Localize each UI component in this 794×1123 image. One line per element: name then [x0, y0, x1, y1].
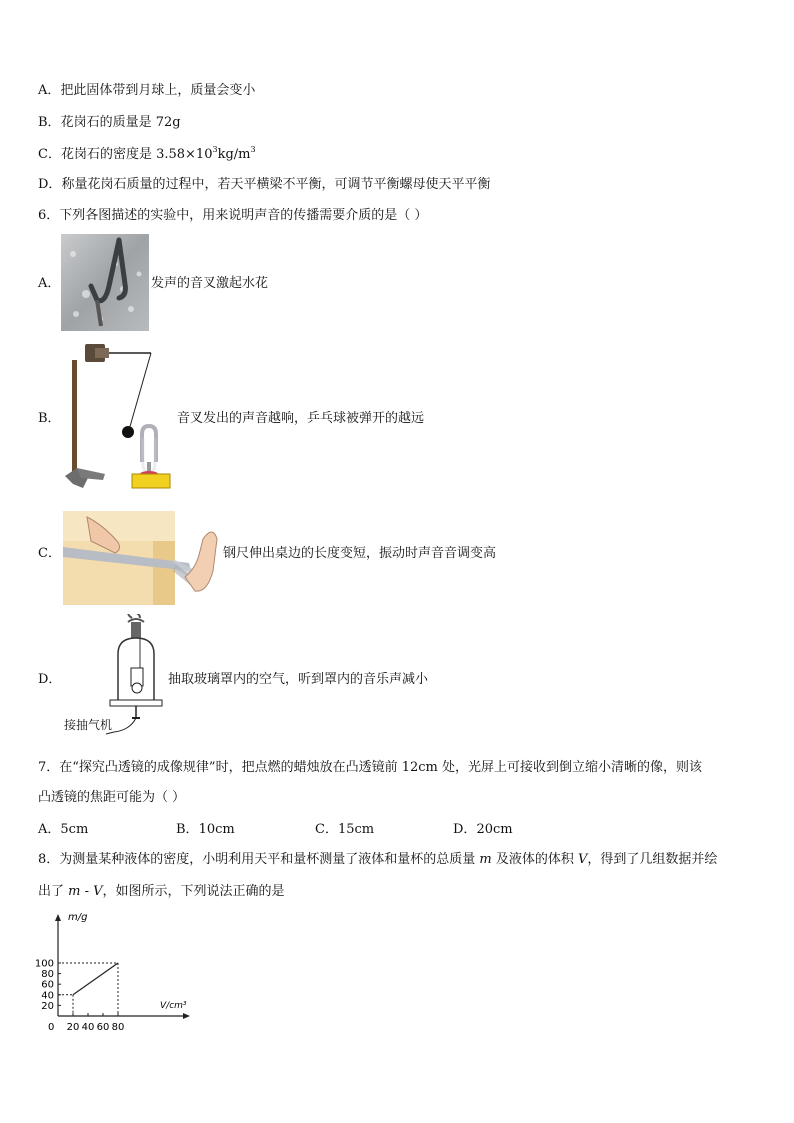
- option-label: D．: [38, 177, 62, 192]
- y-tick-label: 40: [41, 990, 54, 1002]
- q6-option-c-text: 钢尺伸出桌边的长度变短，振动时声音音调变高: [223, 546, 497, 561]
- var-v: V: [578, 852, 588, 867]
- option-text: 花岗石的密度是 3.58×10: [60, 147, 213, 162]
- q6-option-d-text: 抽取玻璃罩内的空气，听到罩内的音乐声减小: [168, 672, 429, 687]
- q7-option-a: [38, 820, 88, 840]
- unit: kg/m: [217, 147, 251, 162]
- option-text: 把此固体带到月球上，质量会变小: [60, 83, 256, 98]
- q7-option-d: [453, 820, 513, 840]
- option-text: 20cm: [476, 822, 513, 837]
- q5-option-c: [38, 145, 256, 165]
- option-text: 10cm: [198, 822, 235, 837]
- q6-option-a-text: 发声的音叉激起水花: [151, 276, 269, 291]
- x-tick-label: 60: [96, 1022, 110, 1033]
- x-tick-label: 20: [66, 1022, 80, 1033]
- option-text: 花岗石的质量是 72g: [60, 115, 181, 130]
- q5-option-b: [38, 113, 181, 133]
- option-text: 5cm: [60, 822, 89, 837]
- x-axis-arrow: [183, 1013, 190, 1019]
- q7-option-b: [176, 820, 235, 840]
- y-tick-label: 80: [41, 969, 54, 981]
- q5-option-d: [38, 175, 490, 195]
- mv-chart: [30, 910, 200, 1035]
- origin-label: 0: [48, 1022, 55, 1033]
- option-text: 15cm: [337, 822, 375, 837]
- q7-stem-line1: 7．在“探究凸透镜的成像规律”时，把点燃的蜡烛放在凸透镜前 12cm 处，光屏上可接收到倒立缩小清晰的像，则该: [38, 760, 702, 775]
- q6-stem: 6．下列各图描述的实验中，用来说明声音的传播需要介质的是（ ）: [38, 208, 428, 223]
- option-label: A．: [38, 83, 61, 98]
- x-tick-label: 40: [81, 1022, 95, 1033]
- q8-stem-line2: [38, 882, 285, 902]
- series-line: [73, 963, 118, 995]
- q6-option-c-label: C．: [38, 546, 61, 561]
- q7-stem-line2: 凸透镜的焦距可能为（ ）: [38, 790, 186, 805]
- tuning-fork-water-figure: [61, 234, 149, 331]
- x-axis-label: V/cm³: [160, 1001, 187, 1011]
- steel-ruler-figure: [63, 511, 223, 605]
- pump-label: 接抽气机: [64, 718, 113, 732]
- exponent: 3: [250, 145, 256, 154]
- var-mv: m - V: [68, 884, 103, 899]
- q8-text: 8．为测量某种液体的密度，小明利用天平和量杯测量了液体和量杯的总质量: [38, 852, 480, 867]
- y-tick-label: 20: [41, 1000, 54, 1012]
- q8-text: ，如图所示，下列说法正确的是: [102, 884, 285, 899]
- q6-option-d-label: D．: [38, 672, 62, 687]
- q8-text: 及液体的体积: [491, 852, 578, 867]
- option-label: C．: [315, 822, 338, 837]
- q5-option-a: [38, 81, 255, 101]
- option-label: D．: [453, 822, 477, 837]
- y-tick-label: 60: [41, 979, 54, 991]
- y-tick-label: 100: [34, 958, 54, 970]
- x-tick-label: 80: [111, 1022, 125, 1033]
- exponent: 3: [212, 145, 218, 154]
- option-label: C．: [38, 147, 61, 162]
- q6-option-a-label: A．: [38, 276, 61, 291]
- option-label: A．: [38, 822, 61, 837]
- q7-option-c: [315, 820, 374, 840]
- q8-text: ，得到了几组数据并绘: [587, 852, 718, 867]
- q8-text: 出了: [38, 884, 69, 899]
- q6-option-b-label: B．: [38, 411, 61, 426]
- tuning-fork-pingpong-figure: [61, 338, 177, 496]
- var-m: m: [479, 852, 492, 867]
- option-label: B．: [38, 115, 61, 130]
- y-axis-label: m/g: [68, 912, 88, 923]
- option-text: 称量花岗石质量的过程中，若天平横梁不平衡，可调节平衡螺母使天平平衡: [61, 177, 491, 192]
- q6-option-b-text: 音叉发出的声音越响，乒乓球被弹开的越远: [177, 411, 425, 426]
- q8-stem-line1: [38, 850, 717, 870]
- option-label: B．: [176, 822, 199, 837]
- y-axis-arrow: [55, 914, 61, 921]
